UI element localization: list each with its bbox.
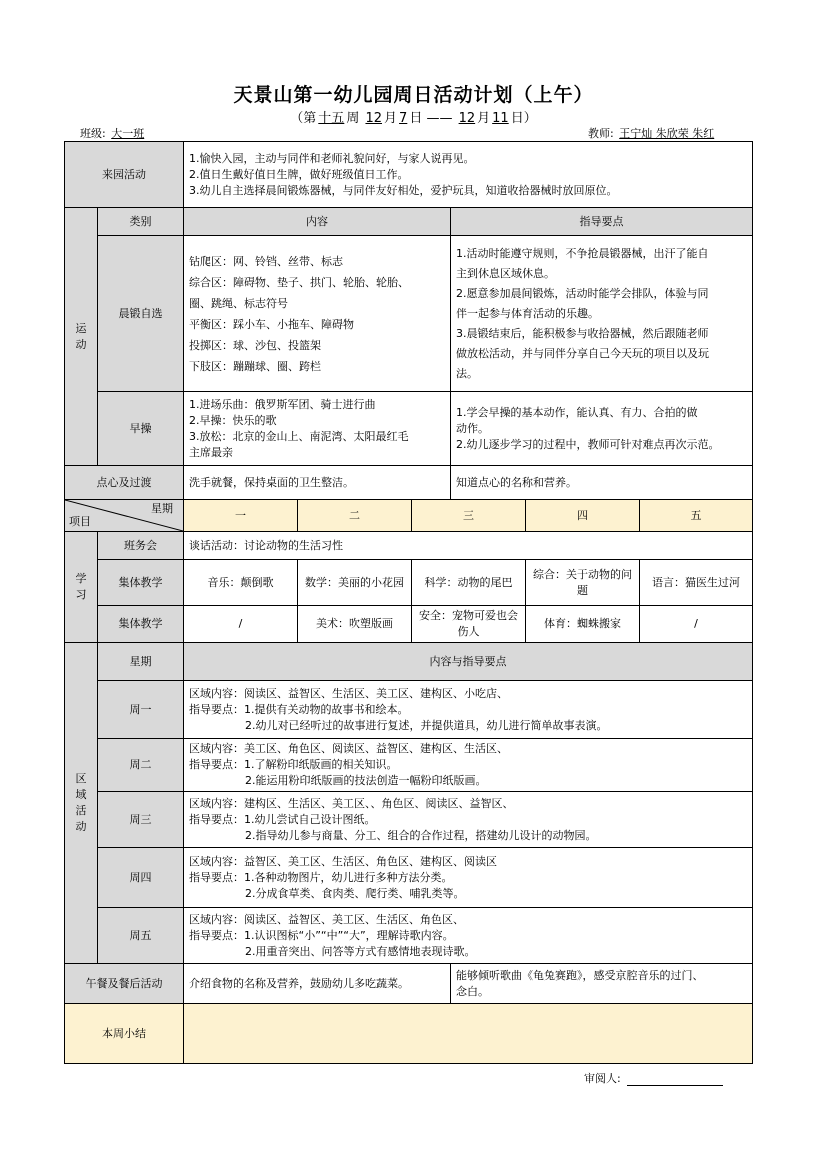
guide-line: 2.幼儿逐步学习的过程中，教师可针对难点再次示范。 xyxy=(456,437,720,451)
area-day-row xyxy=(65,739,753,792)
group-teaching-row-1 xyxy=(65,560,753,606)
exercise-content-header: 内容 xyxy=(184,208,451,236)
teaching-tue: 数学：美丽的小花园 xyxy=(298,560,412,606)
area-week-header: 星期 xyxy=(98,643,184,681)
end-suffix: 日） xyxy=(510,111,537,126)
weekly-summary-label: 本周小结 xyxy=(65,1004,184,1064)
arrival-line: 2.值日生戴好值日生牌，做好班级值日工作。 xyxy=(189,167,409,181)
corner-weekday-label: 星期 xyxy=(151,502,173,515)
snack-guide: 知道点心的名称和营养。 xyxy=(451,466,753,500)
teacher-value: 王宁灿 朱欣荣 朱红 xyxy=(619,127,715,140)
snack-row xyxy=(65,466,753,500)
area-day-content xyxy=(184,681,753,739)
guide-line: 3.晨锻结束后，能积极参与收拾器械，然后跟随老师 xyxy=(456,326,709,340)
arrival-line: 3.幼儿自主选择晨间锻炼器械，与同伴友好相处，爱护玩具，知道收拾器械时放回原位。 xyxy=(189,183,618,197)
guide-line: 法。 xyxy=(456,366,478,380)
weekday-fri: 五 xyxy=(640,500,753,532)
area-day-label: 周四 xyxy=(98,848,184,908)
content-line: 1.进场乐曲：俄罗斯军团、骑士进行曲 xyxy=(189,397,376,411)
month-label-1: 月 xyxy=(384,111,398,126)
exercise-type-header: 类别 xyxy=(98,208,184,236)
lunch-guide-line: 能够倾听歌曲《龟兔赛跑》，感受京腔音乐的过门、 xyxy=(456,968,704,982)
area-line: 指导要点：1.了解粉印纸版画的相关知识。 xyxy=(189,758,398,771)
exercise-header-row xyxy=(65,208,753,236)
area-line: 区域内容：美工区、角色区、阅读区、益智区、建构区、生活区、 xyxy=(189,742,508,755)
day-label: 日 —— xyxy=(409,111,453,126)
area-line: 2.用重音突出、问答等方式有感情地表现诗歌。 xyxy=(245,944,476,958)
guide-line: 2.愿意参加晨间锻炼，活动时能学会排队，体验与同 xyxy=(456,286,709,300)
group-teaching-label: 集体教学 xyxy=(98,606,184,643)
area-day-row xyxy=(65,792,753,848)
study-label-text: 学 习 xyxy=(75,572,87,601)
reviewer-field xyxy=(584,1070,723,1086)
teaching-thu: 体育：蜘蛛搬家 xyxy=(526,606,640,643)
weekday-corner xyxy=(65,500,184,532)
morning-gym-label: 早操 xyxy=(98,392,184,466)
weekday-tue: 二 xyxy=(298,500,412,532)
week-number: 十五 xyxy=(318,111,345,126)
morning-exercise-label: 晨锻自选 xyxy=(98,236,184,392)
content-line: 钻爬区：网、铃铛、丝带、标志 xyxy=(189,254,343,268)
week-prefix: （第 xyxy=(290,111,317,126)
content-line: 综合区：障碍物、垫子、拱门、轮胎、轮胎、 xyxy=(189,275,409,289)
area-line: 指导要点：1.幼儿尝试自己设计图纸。 xyxy=(189,812,376,826)
class-meeting-row xyxy=(65,532,753,560)
group-teaching-row-2 xyxy=(65,606,753,643)
end-month: 12 xyxy=(458,111,476,126)
weekday-mon: 一 xyxy=(184,500,298,532)
area-content-header: 内容与指导要点 xyxy=(184,643,753,681)
content-line: 下肢区：蹦蹦球、圈、跨栏 xyxy=(189,359,321,373)
teaching-wed: 科学：动物的尾巴 xyxy=(412,560,526,606)
guide-line: 1.学会早操的基本动作，能认真、有力、合拍的做 xyxy=(456,405,698,419)
reviewer-signature-line[interactable] xyxy=(627,1073,723,1086)
area-header-row xyxy=(65,643,753,681)
morning-exercise-guide xyxy=(451,236,753,392)
area-label xyxy=(65,643,98,964)
morning-exercise-content xyxy=(184,236,451,392)
exercise-label xyxy=(65,208,98,466)
content-line: 3.放松：北京的金山上、南泥湾、太阳最红毛 xyxy=(189,429,409,443)
guide-line: 主到休息区域休息。 xyxy=(456,266,555,280)
weekday-thu: 四 xyxy=(526,500,640,532)
content-line: 投掷区：球、沙包、投篮架 xyxy=(189,338,321,352)
area-line: 2.分成食草类、食肉类、爬行类、哺乳类等。 xyxy=(245,886,465,900)
weekday-wed: 三 xyxy=(412,500,526,532)
week-label: 周 xyxy=(346,111,360,126)
area-day-label: 周五 xyxy=(98,908,184,964)
area-line: 指导要点：1.提供有关动物的故事书和绘本。 xyxy=(189,702,409,716)
lunch-row xyxy=(65,964,753,1004)
area-day-label: 周一 xyxy=(98,681,184,739)
activity-plan-table xyxy=(64,141,753,1064)
guide-line: 1.活动时能遵守规则，不争抢晨锻器械，出汗了能自 xyxy=(456,246,709,260)
content-line: 平衡区：踩小车、小拖车、障碍物 xyxy=(189,317,354,331)
class-label: 班级: xyxy=(80,127,106,140)
class-value: 大一班 xyxy=(111,127,145,140)
morning-gym-content xyxy=(184,392,451,466)
area-line: 区域内容：阅读区、益智区、美工区、生活区、角色区、 xyxy=(189,912,464,926)
month-label-2: 月 xyxy=(477,111,491,126)
area-day-content xyxy=(184,848,753,908)
teaching-fri: / xyxy=(640,606,753,643)
group-teaching-label: 集体教学 xyxy=(98,560,184,606)
area-day-content xyxy=(184,739,753,792)
morning-gym-guide xyxy=(451,392,753,466)
area-line: 2.指导幼儿参与商量、分工、组合的合作过程，搭建幼儿设计的动物园。 xyxy=(245,828,597,842)
area-line: 指导要点：1.各种动物图片，幼儿进行多种方法分类。 xyxy=(189,870,453,884)
area-line: 指导要点：1.认识图标“小”“中”“大”，理解诗歌内容。 xyxy=(189,928,454,942)
lunch-guide xyxy=(451,964,753,1004)
lunch-content: 介绍食物的名称及营养，鼓励幼儿多吃蔬菜。 xyxy=(184,964,451,1004)
study-label xyxy=(65,532,98,643)
exercise-label-text: 运 动 xyxy=(75,321,87,351)
teaching-thu: 综合：关于动物的问题 xyxy=(526,560,640,606)
morning-exercise-row xyxy=(65,236,753,392)
lunch-label: 午餐及餐后活动 xyxy=(65,964,184,1004)
corner-item-label: 项目 xyxy=(69,515,91,528)
morning-gym-row xyxy=(65,392,753,466)
start-day: 7 xyxy=(399,111,408,126)
class-meeting-content: 谈话活动：讨论动物的生活习性 xyxy=(184,532,753,560)
content-line: 2.早操：快乐的歌 xyxy=(189,413,277,427)
area-line: 区域内容：建构区、生活区、美工区、、角色区、阅读区、益智区、 xyxy=(189,796,514,810)
guide-line: 动作。 xyxy=(456,421,489,435)
guide-line: 做放松活动，并与同伴分享自己今天玩的项目以及玩 xyxy=(456,346,709,360)
week-range xyxy=(0,107,827,126)
exercise-guide-header: 指导要点 xyxy=(451,208,753,236)
area-day-row xyxy=(65,681,753,739)
teaching-tue: 美术：吹塑版画 xyxy=(298,606,412,643)
teacher-label: 教师: xyxy=(588,127,614,140)
area-day-row xyxy=(65,848,753,908)
area-day-content xyxy=(184,908,753,964)
teaching-mon: / xyxy=(184,606,298,643)
arrival-line: 1.愉快入园，主动与同伴和老师礼貌问好，与家人说再见。 xyxy=(189,151,475,165)
weekly-summary-content[interactable] xyxy=(184,1004,753,1064)
arrival-label: 来园活动 xyxy=(65,142,184,208)
weekday-header-row xyxy=(65,500,753,532)
reviewer-label: 审阅人: xyxy=(584,1072,621,1085)
page-title: 天景山第一幼儿园周日活动计划（上午） xyxy=(233,84,594,106)
content-line: 圈、跳绳、标志符号 xyxy=(189,296,288,310)
area-day-content xyxy=(184,792,753,848)
class-meeting-label: 班务会 xyxy=(98,532,184,560)
arrival-row xyxy=(65,142,753,208)
snack-content: 洗手就餐，保持桌面的卫生整洁。 xyxy=(184,466,451,500)
area-day-row xyxy=(65,908,753,964)
area-line: 2.幼儿对已经听过的故事进行复述，并提供道具，幼儿进行简单故事表演。 xyxy=(245,718,608,732)
area-day-label: 周三 xyxy=(98,792,184,848)
area-label-text: 区 域 活 动 xyxy=(75,772,87,833)
area-line: 2.能运用粉印纸版画的技法创造一幅粉印纸版画。 xyxy=(245,774,487,787)
arrival-content xyxy=(184,142,753,208)
class-info xyxy=(80,125,180,141)
content-line: 主席最亲 xyxy=(189,445,233,459)
start-month: 12 xyxy=(365,111,383,126)
teaching-fri: 语言：猫医生过河 xyxy=(640,560,753,606)
lunch-guide-line: 念白。 xyxy=(456,984,489,998)
teaching-mon: 音乐：颠倒歌 xyxy=(184,560,298,606)
snack-label: 点心及过渡 xyxy=(65,466,184,500)
teacher-info xyxy=(588,125,716,141)
area-day-label: 周二 xyxy=(98,739,184,792)
area-line: 区域内容：益智区、美工区、生活区、角色区、建构区、阅读区 xyxy=(189,854,497,868)
guide-line: 伴一起参与体育活动的乐趣。 xyxy=(456,306,599,320)
weekly-summary-row xyxy=(65,1004,753,1064)
end-day: 11 xyxy=(492,111,509,126)
teaching-wed: 安全：宠物可爱也会伤人 xyxy=(412,606,526,643)
area-line: 区域内容：阅读区、益智区、生活区、美工区、建构区、小吃店、 xyxy=(189,686,508,700)
